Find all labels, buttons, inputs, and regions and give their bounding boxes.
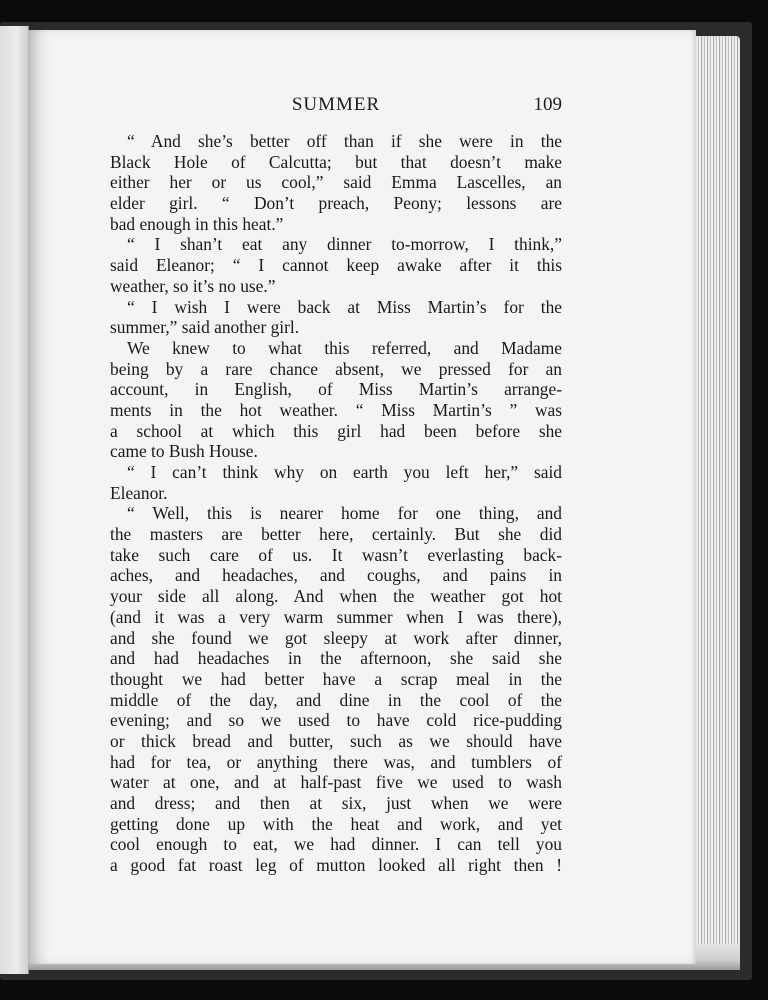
text-line: a good fat roast leg of mutton looked all right then ! (110, 855, 562, 876)
text-line: and she found we got sleepy at work after dinner, (110, 627, 562, 648)
text-line: getting done up with the heat and work, and yet (110, 813, 562, 834)
text-line: thought we had better have a scrap meal in the (110, 668, 562, 689)
text-line: and dress; and then at six, just when we were (110, 793, 562, 813)
text-line: said Eleanor; “ I cannot keep awake after it this (110, 255, 562, 276)
body-text (110, 131, 562, 876)
text-line: Black Hole of Calcutta; but that doesn’t make (110, 151, 562, 172)
text-line: elder girl. “ Don’t preach, Peony; lessons are (110, 193, 562, 214)
text-line: (and it was a very warm summer when I was there), (110, 606, 562, 627)
text-line: “ Well, this is nearer home for one thing, and (127, 503, 562, 524)
text-line: or thick bread and butter, such as we should have (110, 730, 562, 751)
text-line: had for tea, or anything there was, and tumblers of (110, 751, 562, 772)
page-number: 109 (533, 94, 562, 115)
running-head (110, 94, 562, 124)
text-line: Eleanor. (110, 482, 168, 503)
text-line: “ I shan’t eat any dinner to-morrow, I think,” (127, 234, 562, 255)
text-line: middle of the day, and dine in the cool of the (110, 689, 562, 710)
text-line: the masters are better here, certainly. But she did (110, 524, 562, 545)
text-line: We knew to what this referred, and Madame (127, 337, 562, 358)
page-stack-edges (690, 36, 740, 966)
text-line: cool enough to eat, we had dinner. I can tell you (110, 834, 562, 855)
text-line: came to Bush House. (110, 441, 258, 462)
running-title: SUMMER (291, 94, 381, 115)
text-line: your side all along. And when the weather got hot (110, 586, 562, 607)
text-line: bad enough in this heat.” (110, 213, 284, 234)
text-line: water at one, and at half-past five we used to wash (110, 772, 562, 793)
text-line: ments in the hot weather. “ Miss Martin’s ” was (110, 399, 562, 420)
text-line: take such care of us. It wasn’t everlasting back- (110, 544, 562, 565)
text-line: “ And she’s better off than if she were in the (127, 131, 562, 151)
text-line: “ I wish I were back at Miss Martin’s for the (127, 296, 562, 317)
text-line: evening; and so we used to have cold rice-pudding (110, 710, 562, 731)
text-line: either her or us cool,” said Emma Lascelles, an (110, 172, 562, 193)
text-line: weather, so it’s no use.” (110, 275, 276, 296)
text-line: being by a rare chance absent, we pressed for an (110, 358, 562, 379)
text-line: a school at which this girl had been before she (110, 420, 562, 441)
text-line: and had headaches in the afternoon, she said she (110, 648, 562, 669)
text-line: summer,” said another girl. (110, 317, 300, 338)
text-line: account, in English, of Miss Martin’s arrange- (110, 379, 562, 400)
facing-page-edge (0, 26, 29, 974)
text-line: “ I can’t think why on earth you left her,” said (127, 462, 562, 482)
text-line: aches, and headaches, and coughs, and pains in (110, 565, 562, 586)
